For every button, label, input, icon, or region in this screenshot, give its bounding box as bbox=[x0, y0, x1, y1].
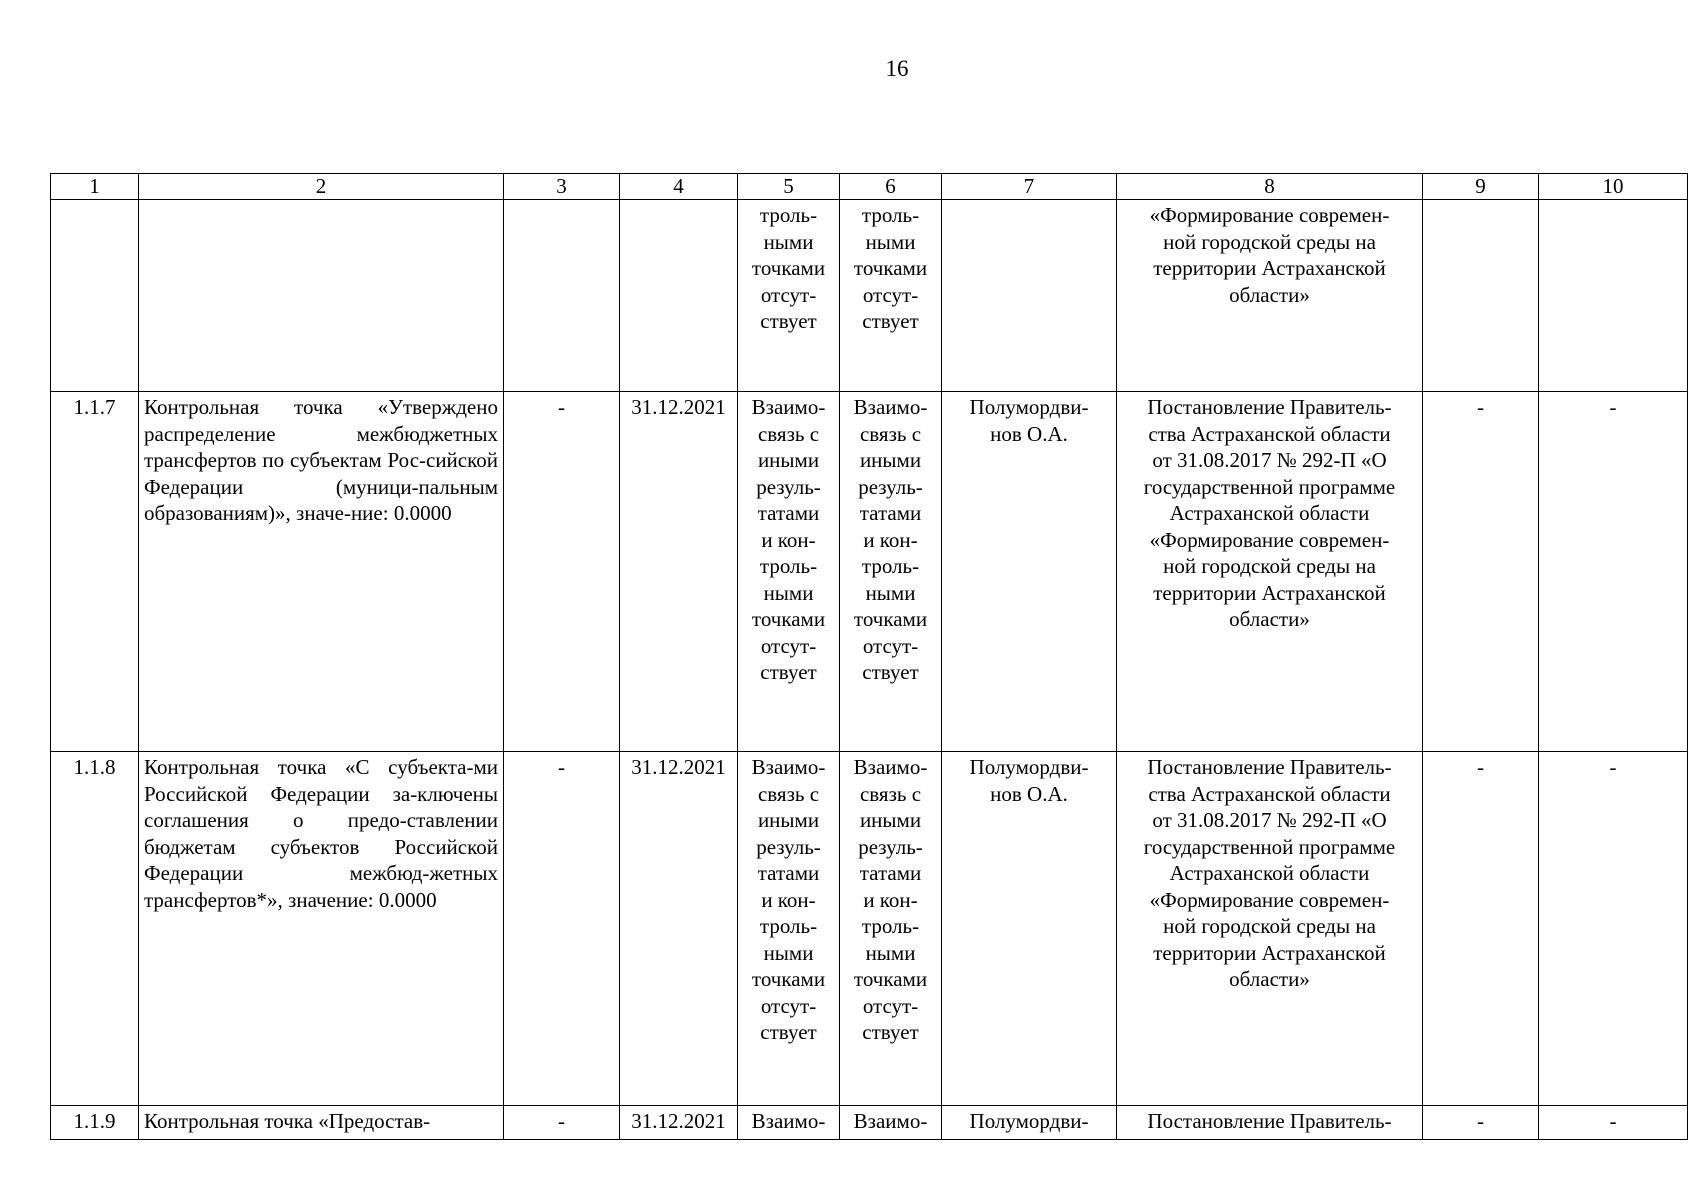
control-point-description bbox=[139, 200, 504, 392]
table-row bbox=[51, 392, 1688, 752]
row-number bbox=[51, 200, 139, 392]
deadline-date: 31.12.2021 bbox=[620, 392, 738, 752]
row-number: 1.1.9 bbox=[51, 1106, 139, 1140]
column-header: 3 bbox=[504, 174, 620, 200]
column-header: 4 bbox=[620, 174, 738, 200]
relation-text: Взаимо- связь с иными резуль- татами и кон- троль- ными точками отсут- ствует bbox=[751, 755, 826, 1044]
column-3-value: - bbox=[504, 392, 620, 752]
table-header-row bbox=[51, 174, 1688, 200]
column-10-value bbox=[1539, 200, 1688, 392]
table-row bbox=[51, 1106, 1688, 1140]
regulation-document: Постановление Правитель- bbox=[1147, 1109, 1392, 1133]
column-9-value: - bbox=[1423, 752, 1539, 1106]
column-3-value bbox=[504, 200, 620, 392]
control-point-description: Контрольная точка «Утверждено распределение межбюджетных трансфертов по субъектам Рос-сийской Федерации (муници-пальным образованиям)», значе-ние: 0.0000 bbox=[139, 392, 504, 752]
table-row bbox=[51, 200, 1688, 392]
page-number: 16 bbox=[885, 56, 909, 81]
responsible-person: Полумордви- нов О.А. bbox=[969, 395, 1089, 446]
regulation-document: Постановление Правитель- ства Астраханской области от 31.08.2017 № 292-П «О государственной программе Астраханской области «Формирование современ- ной городской среды на территории Астраханской области» bbox=[1143, 395, 1396, 631]
column-10-value: - bbox=[1539, 392, 1688, 752]
column-9-value: - bbox=[1423, 392, 1539, 752]
responsible-person: Полумордви- bbox=[969, 1109, 1089, 1133]
relation-text: Взаимо- bbox=[853, 1109, 928, 1133]
column-9-value bbox=[1423, 200, 1539, 392]
deadline-date bbox=[620, 200, 738, 392]
control-points-table bbox=[50, 173, 1688, 1140]
relation-text: Взаимо- связь с иными резуль- татами и кон- троль- ными точками отсут- ствует bbox=[853, 755, 928, 1044]
column-3-value: - bbox=[504, 1106, 620, 1140]
column-header: 1 bbox=[51, 174, 139, 200]
responsible-person: Полумордви- нов О.А. bbox=[969, 755, 1089, 806]
column-header: 5 bbox=[738, 174, 840, 200]
column-9-value: - bbox=[1423, 1106, 1539, 1140]
relation-text: троль- ными точками отсут- ствует bbox=[853, 203, 928, 333]
column-10-value: - bbox=[1539, 1106, 1688, 1140]
regulation-document: Постановление Правитель- ства Астраханской области от 31.08.2017 № 292-П «О государственной программе Астраханской области «Формирование современ- ной городской среды на территории Астраханской области» bbox=[1143, 755, 1396, 991]
regulation-document: «Формирование современ- ной городской среды на территории Астраханской области» bbox=[1149, 203, 1390, 307]
relation-text: троль- ными точками отсут- ствует bbox=[751, 203, 826, 333]
column-header: 10 bbox=[1539, 174, 1688, 200]
control-point-description: Контрольная точка «С субъекта-ми Российской Федерации за-ключены соглашения о предо-ставлении бюджетам субъектов Российской Федерации межбюд-жетных трансфертов*», значение: 0.0000 bbox=[139, 752, 504, 1106]
column-header: 8 bbox=[1117, 174, 1423, 200]
column-header: 6 bbox=[840, 174, 942, 200]
relation-text: Взаимо- связь с иными резуль- татами и кон- троль- ными точками отсут- ствует bbox=[751, 395, 826, 684]
table-row bbox=[51, 752, 1688, 1106]
column-3-value: - bbox=[504, 752, 620, 1106]
column-header: 7 bbox=[942, 174, 1117, 200]
row-number: 1.1.8 bbox=[51, 752, 139, 1106]
column-10-value: - bbox=[1539, 752, 1688, 1106]
relation-text: Взаимо- связь с иными резуль- татами и кон- троль- ными точками отсут- ствует bbox=[853, 395, 928, 684]
deadline-date: 31.12.2021 bbox=[620, 1106, 738, 1140]
column-header: 2 bbox=[139, 174, 504, 200]
deadline-date: 31.12.2021 bbox=[620, 752, 738, 1106]
column-header: 9 bbox=[1423, 174, 1539, 200]
row-number: 1.1.7 bbox=[51, 392, 139, 752]
relation-text: Взаимо- bbox=[751, 1109, 826, 1133]
control-point-description: Контрольная точка «Предостав- bbox=[139, 1106, 504, 1140]
